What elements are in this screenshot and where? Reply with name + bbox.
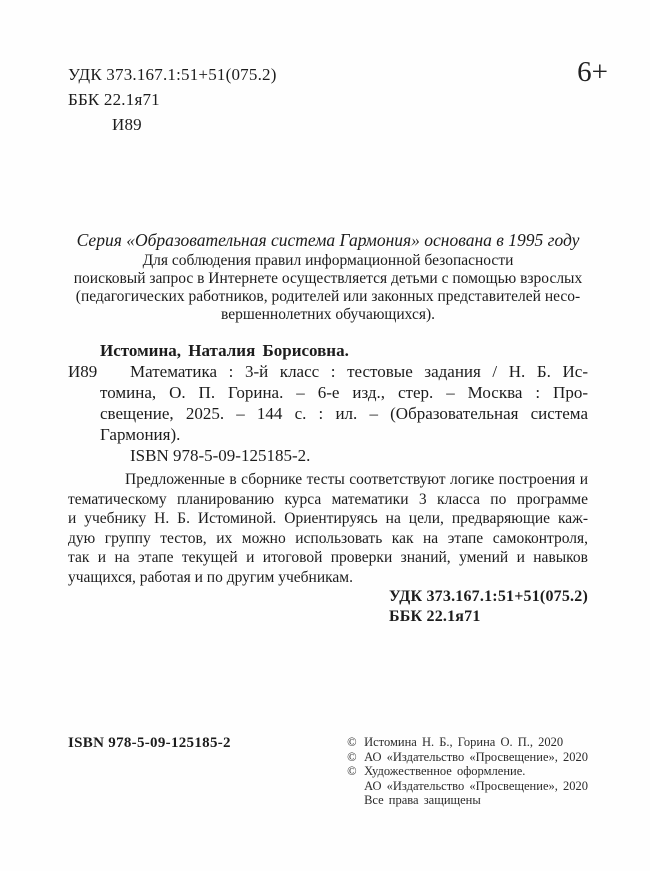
copyright-line	[347, 735, 588, 750]
copyright-line	[347, 750, 588, 765]
annotation-line: тематическому планированию курса математики 3 класса по программе	[68, 490, 588, 508]
safety-note-line: (педагогических работников, родителей или законных представителей несо-	[75, 288, 581, 305]
copyright-symbol	[347, 793, 364, 808]
bib-first-line	[68, 361, 588, 382]
copyright-line	[347, 764, 588, 779]
bibliographic-record	[68, 340, 588, 466]
safety-note-line: вершеннолетних обучающихся).	[220, 306, 436, 323]
safety-note-line: поисковый запрос в Интернете осуществляется детьми с помощью взрослых	[73, 270, 583, 287]
author-heading: Истомина, Наталия Борисовна.	[100, 341, 349, 360]
safety-note	[68, 252, 588, 324]
bottom-classification-block	[389, 587, 588, 627]
annotation-line: дую группу тестов, их можно использовать как на этапе самоконтроля,	[68, 529, 588, 547]
copyright-line	[347, 793, 588, 808]
copyright-symbol	[347, 779, 364, 794]
footer-isbn: ISBN 978-5-09-125185-2	[68, 735, 231, 751]
copyright-text: АО «Издательство «Просвещение», 2020	[364, 778, 588, 793]
udk-code: УДК 373.167.1:51+51(075.2)	[68, 65, 277, 84]
copyright-symbol: ©	[347, 735, 357, 749]
copyright-symbol: ©	[347, 749, 357, 764]
bib-line: свещение, 2025. – 144 с. : ил. – (Образовательная система	[100, 404, 588, 423]
top-classification-block	[68, 62, 588, 137]
bib-line: Математика : 3-й класс : тестовые задания / Н. Б. Ис-	[130, 362, 588, 381]
copyright-line	[347, 779, 588, 794]
copyright-text: Художественное оформление.	[364, 764, 526, 778]
annotation-line: учащихся, работая и по другим учебникам.	[68, 568, 353, 586]
udk-code-repeat: УДК 373.167.1:51+51(075.2)	[388, 588, 588, 605]
safety-note-line: Для соблюдения правил информационной безопасности	[142, 252, 514, 269]
annotation-line: Предложенные в сборнике тесты соответствуют логике построения и	[125, 471, 588, 488]
author-sign-margin: И89	[68, 362, 98, 381]
annotation	[68, 470, 588, 587]
copyright-text: АО «Издательство «Просвещение», 2020	[364, 749, 588, 764]
bbk-code: ББК 22.1я71	[68, 90, 160, 109]
copyright-text: Истомина Н. Б., Горина О. П., 2020	[364, 735, 564, 749]
annotation-line: и учебнику Н. Б. Истоминой. Ориентируясь на цели, предваряющие каж-	[68, 510, 588, 527]
author-sign: И89	[112, 115, 142, 134]
footer	[68, 735, 588, 808]
copyright-text: Все права защищены	[364, 793, 481, 807]
bib-line: томина, О. П. Горина. – 6-е изд., стер. – Москва : Про-	[100, 383, 588, 402]
copyright-symbol: ©	[347, 764, 357, 778]
bib-isbn: ISBN 978-5-09-125185-2.	[130, 446, 311, 465]
bbk-code-repeat: ББК 22.1я71	[388, 608, 481, 625]
bib-line: Гармония).	[100, 425, 181, 444]
annotation-line: так и на этапе текущей и итоговой проверки знаний, умений и навыков	[68, 549, 588, 566]
age-rating-badge: 6+	[577, 56, 608, 88]
copyright-block	[347, 735, 588, 808]
series-note: Серия «Образовательная система Гармония» основана в 1995 году	[76, 230, 580, 250]
